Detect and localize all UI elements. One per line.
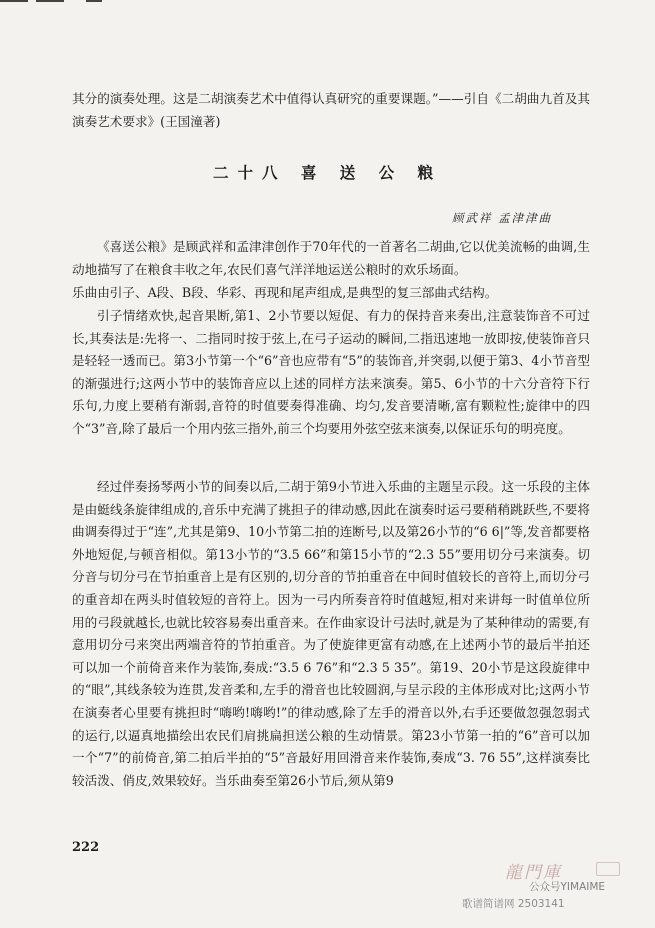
paragraph-1: 《喜送公粮》是顾武祥和孟津津创作于70年代的一首著名二胡曲,它以优美流畅的曲调,生动地描写了在粮食丰收之年,农民们喜气洋洋地运送公粮时的欢乐场面。 <box>72 239 590 277</box>
section-title: 二十八 喜 送 公 粮 <box>212 163 443 182</box>
watermark-logo-icon <box>596 862 620 876</box>
watermark-logo: 龍門庫 <box>505 863 562 883</box>
watermark-site: 歌谱简谱网 2503141 <box>462 898 565 910</box>
page-number: 222 <box>72 840 100 855</box>
paragraph-3: 引子情绪欢快,起音果断,第1、2小节要以短促、有力的保持音来奏出,注意装饰音不可过长,其奏法是:先将一、二指同时按于弦上,在弓子运动的瞬间,二指迅速地一放即按,使装饰音只是轻轻一透而已。第3小节第一个“6”音也应带有“5”的装饰音,并突弱,以便于第3、4小节音型的渐强进行;这两小节中的装饰音应以上述的同样方法来演奏。第5、6小节的十六分音符下行乐句,力度上要稍有渐弱,音符的时值要奏得准确、均匀,发音要清晰,富有颗粒性;旋律中的四个“3”音,除了最后一个用内弦三指外,前三个均要用外弦空弦来演奏,以保证乐句的明亮度。 <box>72 308 590 436</box>
intro-quote: 其分的演奏处理。这是二胡演奏艺术中值得认真研究的重要课题。”——引自《二胡曲九首及其演奏艺术要求》(王国潼著) <box>72 91 590 129</box>
watermark-channel: 公众号YIMAIME <box>529 881 606 893</box>
composer-credit: 顾武祥 孟津津曲 <box>452 211 553 225</box>
top-rule-1 <box>0 0 28 2</box>
paragraph-2: 乐曲由引子、A段、B段、华彩、再现和尾声组成,是典型的复三部曲式结构。 <box>72 285 498 300</box>
paragraph-4: 经过伴奏扬琴两小节的间奏以后,二胡于第9小节进入乐曲的主题呈示段。这一乐段的主体是由蜓线条旋律组成的,音乐中充满了挑担子的律动感,因此在演奏时运弓要稍稍跳跃些,不要将曲调奏得过于“连”,尤其是第9、10小节第二拍的连断号,以及第26小节的“6 6|”等,发音都要格外地短促,与顿音相似。第13小节的“3.5 66”和第15小节的“2.3 55”要用切分弓来演奏。切分音与切分弓在节拍重音上是有区别的,切分音的节拍重音在中间时值较长的音符上,而切分弓的重音却在两头时值较短的音符上。因为一弓内所奏音符时值越短,相对来讲每一时值单位所用的弓段就越长,也就比较容易奏出重音来。在作曲家设计弓法时,就是为了某种律动的需要,有意用切分弓来突出两端音符的节拍重音。为了使旋律更富有动感,在上述两小节的最后半拍还可以加一个前倚音来作为装饰,奏成:“3.5 6 76”和“2.3 5 35”。第19、20小节是这段旋律中的“眼”,其线条较为连贯,发音柔和,左手的滑音也比较圆润,与呈示段的主体形成对比;这两小节在演奏者心里要有挑担时“嗨哟!嗨哟!”的律动感,除了左手的滑音以外,右手还要做忽强忽弱式的运行,以逼真地描绘出农民们肩挑扁担送公粮的生动情景。第23小节第一拍的“6”音可以加一个“7”的前倚音,第二拍后半拍的“5”音最好用回滑音来作装饰,奏成“3. 76 55”,这样演奏比较活泼、俏皮,效果较好。当乐曲奏至第26小节后,须从第9 <box>72 479 590 788</box>
top-rule-3 <box>86 0 102 2</box>
top-rule-2 <box>36 0 64 2</box>
